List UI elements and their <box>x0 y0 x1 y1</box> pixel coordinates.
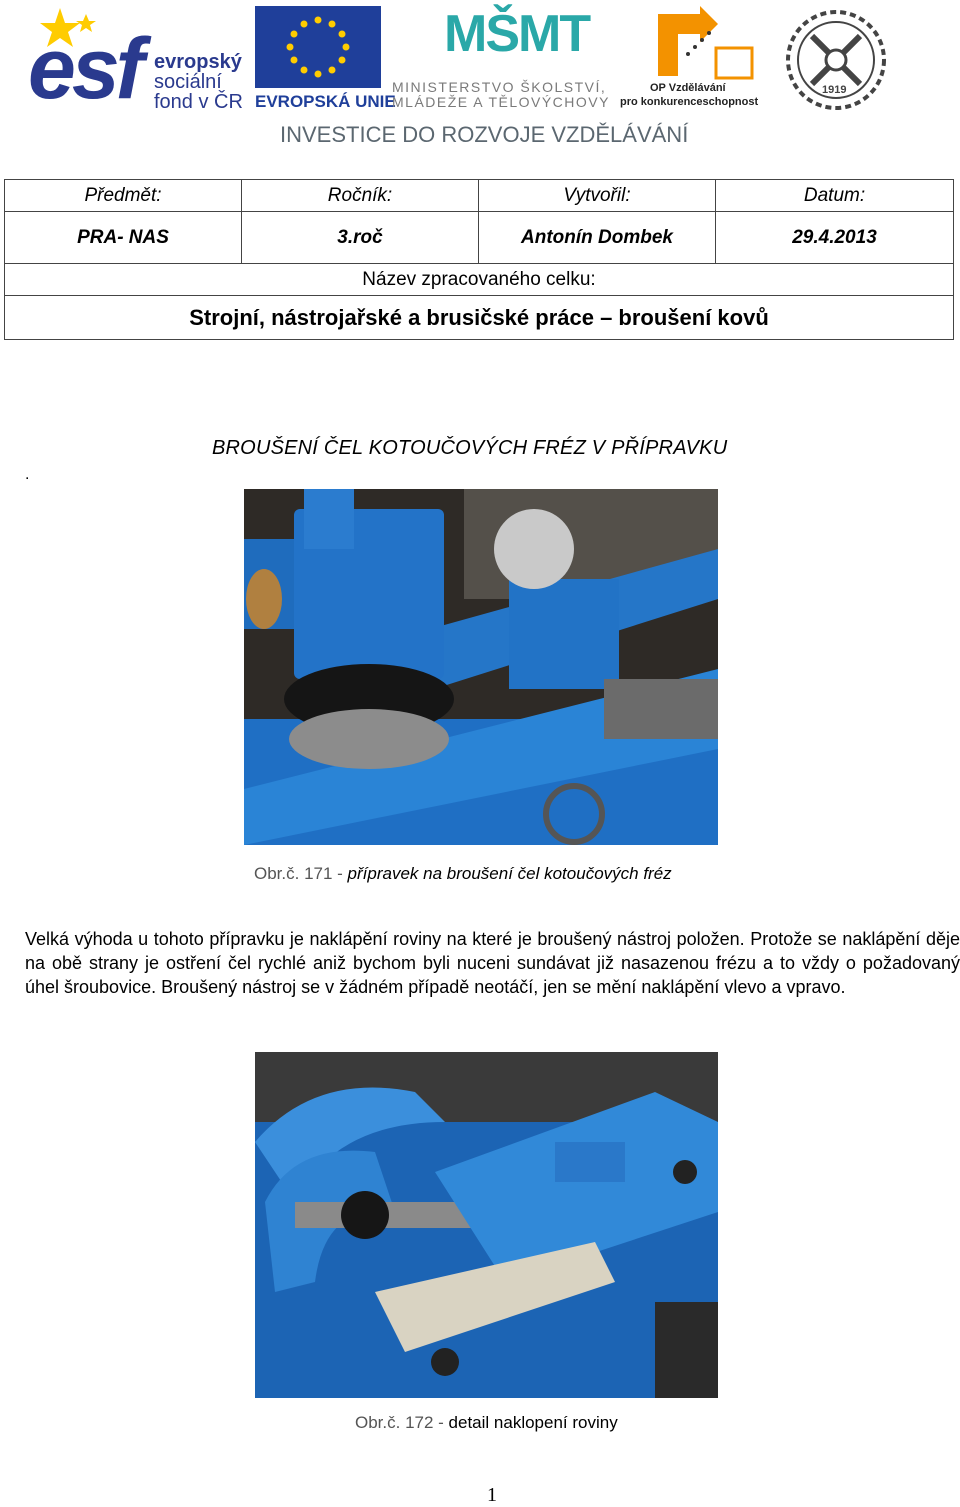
unit-title: Strojní, nástrojařské a brusičské práce – broušení kovů <box>5 296 954 340</box>
eu-stars-icon <box>255 6 381 88</box>
figure-172-text: detail naklopení roviny <box>448 1413 618 1432</box>
msmt-mark: MŠMT <box>444 5 590 63</box>
msmt-line1: MINISTERSTVO ŠKOLSTVÍ, <box>392 79 607 95</box>
page-number: 1 <box>487 1484 497 1506</box>
esf-line2: sociální <box>154 71 222 93</box>
value-date: 29.4.2013 <box>716 212 954 264</box>
value-subject: PRA- NAS <box>5 212 242 264</box>
gear-seal-icon <box>784 8 888 112</box>
school-seal-logo <box>784 8 888 112</box>
unit-label: Název zpracovaného celku: <box>5 264 954 296</box>
investice-banner: INVESTICE DO ROZVOJE VZDĚLÁVÁNÍ <box>280 122 689 147</box>
msmt-logo <box>392 2 612 112</box>
header-label-row <box>5 180 954 212</box>
op-line2: pro konkurenceschopnost <box>620 96 759 108</box>
esf-line1: evropský <box>154 51 242 73</box>
value-author: Antonín Dombek <box>479 212 716 264</box>
figure-172-photo <box>255 1052 718 1398</box>
header-table <box>4 179 954 340</box>
header-value-row <box>5 212 954 264</box>
label-date: Datum: <box>716 180 954 212</box>
esf-mark: esf <box>28 21 141 117</box>
msmt-line2: MLÁDEŽE A TĚLOVÝCHOVY <box>392 94 610 110</box>
esf-logo <box>28 6 253 117</box>
figure-171-text: přípravek na broušení čel kotoučových fréz <box>347 864 672 883</box>
logo-band <box>0 0 960 150</box>
eu-logo <box>255 6 396 112</box>
unit-label-row <box>5 264 954 296</box>
grinding-fixture-image <box>244 489 718 845</box>
body-paragraph: Velká výhoda u tohoto přípravku je naklápění roviny na které je broušený nástroj položen. Protože se naklápění děje na obě strany je ostření čel rychlé aniž bychom byli nuceni sundávat již nasazenou frézu a to vždy o požadovaný úhel šroubovice. Broušený nástroj se v žádném případě neotáčí, jen se mění naklápění vlevo a vpravo. <box>25 929 960 997</box>
op-line1: OP Vzdělávání <box>650 82 726 94</box>
tilt-detail-image <box>255 1052 718 1398</box>
figure-171-prefix: Obr.č. 171 - <box>254 864 348 883</box>
value-grade: 3.roč <box>242 212 479 264</box>
unit-title-row <box>5 296 954 340</box>
figure-172-prefix: Obr.č. 172 - <box>355 1413 449 1432</box>
esf-line3: fond v ČR <box>154 91 243 113</box>
figure-171-caption <box>254 864 672 884</box>
label-subject: Předmět: <box>5 180 242 212</box>
section-title: BROUŠENÍ ČEL KOTOUČOVÝCH FRÉZ V PŘÍPRAVKU <box>212 437 728 459</box>
op-logo <box>618 4 763 112</box>
figure-172-caption <box>355 1413 618 1433</box>
label-author: Vytvořil: <box>479 180 716 212</box>
stray-dot: . <box>25 466 30 483</box>
figure-171-photo <box>244 489 718 845</box>
seal-year: 1919 <box>822 84 847 96</box>
op-arrow-icon <box>648 4 758 84</box>
eu-label: EVROPSKÁ UNIE <box>255 92 396 111</box>
label-grade: Ročník: <box>242 180 479 212</box>
eu-flag <box>255 6 381 88</box>
